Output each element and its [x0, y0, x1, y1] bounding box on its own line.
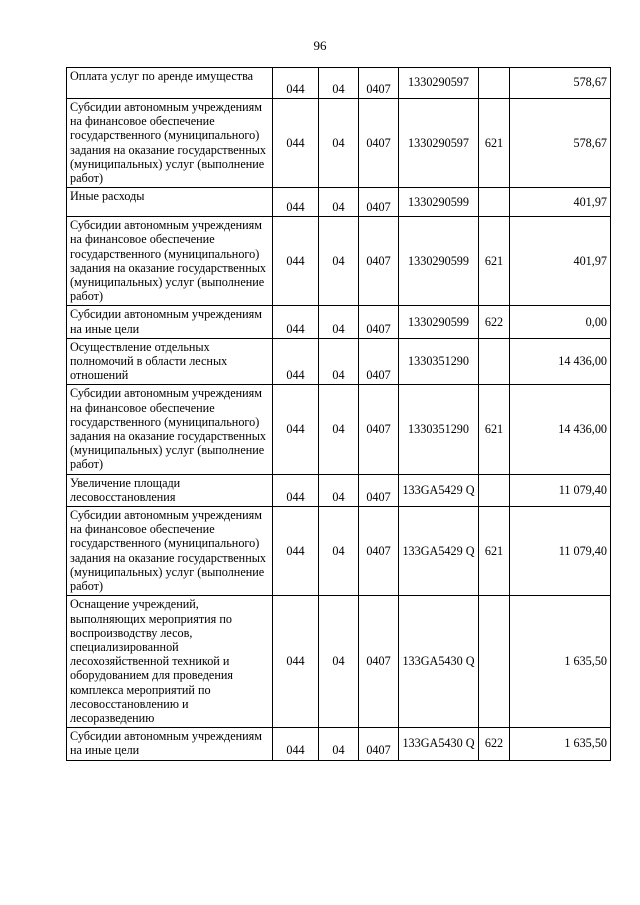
budget-table [66, 67, 611, 761]
item-name: Субсидии автономным учреждениям на иные цели [67, 306, 273, 338]
section-code: 04 [319, 596, 359, 728]
item-name: Субсидии автономным учреждениям на финансовое обеспечение государственного (муниципального) задания на оказание государственных (муниципальных) услуг (выполнение работ) [67, 385, 273, 474]
subsection-code: 0407 [359, 385, 399, 474]
subsection-code: 0407 [359, 338, 399, 385]
page-number: 96 [313, 38, 327, 53]
item-name: Субсидии автономным учреждениям на финансовое обеспечение государственного (муниципального) задания на оказание государственных (муниципальных) услуг (выполнение работ) [67, 99, 273, 188]
expense-type-code [479, 68, 510, 99]
target-article-code: 1330290597 [399, 99, 479, 188]
item-name: Оснащение учреждений, выполняющих мероприятия по воспроизводству лесов, специализированной лесохозяйственной техникой и оборудованием для проведения комплекса мероприятий по лесовосстановлению и лесоразведению [67, 596, 273, 728]
expense-type-code: 622 [479, 728, 510, 760]
section-code: 04 [319, 217, 359, 306]
table-row [67, 68, 611, 99]
section-code: 04 [319, 99, 359, 188]
table-row [67, 188, 611, 217]
expense-type-code [479, 338, 510, 385]
table-row [67, 507, 611, 596]
expense-type-code [479, 596, 510, 728]
target-article-code: 133GA5429 Q [399, 507, 479, 596]
target-article-code: 1330290599 [399, 217, 479, 306]
subsection-code: 0407 [359, 306, 399, 338]
subsection-code: 0407 [359, 507, 399, 596]
item-name: Иные расходы [67, 188, 273, 217]
table-row [67, 385, 611, 474]
section-code: 04 [319, 68, 359, 99]
ministry-code: 044 [273, 217, 319, 306]
target-article-code: 1330351290 [399, 338, 479, 385]
table-row [67, 728, 611, 760]
table-row [67, 474, 611, 506]
item-name: Оплата услуг по аренде имущества [67, 68, 273, 99]
target-article-code: 1330290599 [399, 306, 479, 338]
section-code: 04 [319, 306, 359, 338]
amount: 401,97 [510, 217, 611, 306]
amount: 1 635,50 [510, 596, 611, 728]
expense-type-code: 621 [479, 385, 510, 474]
expense-type-code: 621 [479, 217, 510, 306]
amount: 14 436,00 [510, 385, 611, 474]
target-article-code: 133GA5430 Q [399, 596, 479, 728]
subsection-code: 0407 [359, 68, 399, 99]
subsection-code: 0407 [359, 474, 399, 506]
amount: 11 079,40 [510, 474, 611, 506]
amount: 14 436,00 [510, 338, 611, 385]
subsection-code: 0407 [359, 728, 399, 760]
item-name: Субсидии автономным учреждениям на финансовое обеспечение государственного (муниципального) задания на оказание государственных (муниципальных) услуг (выполнение работ) [67, 217, 273, 306]
section-code: 04 [319, 385, 359, 474]
ministry-code: 044 [273, 99, 319, 188]
amount: 578,67 [510, 99, 611, 188]
item-name: Субсидии автономным учреждениям на иные цели [67, 728, 273, 760]
section-code: 04 [319, 474, 359, 506]
table-row [67, 596, 611, 728]
item-name: Субсидии автономным учреждениям на финансовое обеспечение государственного (муниципального) задания на оказание государственных (муниципальных) услуг (выполнение работ) [67, 507, 273, 596]
amount: 11 079,40 [510, 507, 611, 596]
expense-type-code [479, 188, 510, 217]
expense-type-code: 622 [479, 306, 510, 338]
target-article-code: 1330290599 [399, 188, 479, 217]
target-article-code: 1330351290 [399, 385, 479, 474]
amount: 401,97 [510, 188, 611, 217]
subsection-code: 0407 [359, 217, 399, 306]
expense-type-code: 621 [479, 507, 510, 596]
table-row [67, 306, 611, 338]
subsection-code: 0407 [359, 596, 399, 728]
amount: 0,00 [510, 306, 611, 338]
section-code: 04 [319, 338, 359, 385]
subsection-code: 0407 [359, 99, 399, 188]
section-code: 04 [319, 507, 359, 596]
expense-type-code [479, 474, 510, 506]
section-code: 04 [319, 188, 359, 217]
ministry-code: 044 [273, 385, 319, 474]
target-article-code: 133GA5429 Q [399, 474, 479, 506]
ministry-code: 044 [273, 507, 319, 596]
subsection-code: 0407 [359, 188, 399, 217]
ministry-code: 044 [273, 474, 319, 506]
item-name: Осуществление отдельных полномочий в области лесных отношений [67, 338, 273, 385]
ministry-code: 044 [273, 338, 319, 385]
table-row [67, 99, 611, 188]
item-name: Увеличение площади лесовосстановления [67, 474, 273, 506]
table-row [67, 338, 611, 385]
ministry-code: 044 [273, 596, 319, 728]
section-code: 04 [319, 728, 359, 760]
amount: 578,67 [510, 68, 611, 99]
ministry-code: 044 [273, 306, 319, 338]
target-article-code: 1330290597 [399, 68, 479, 99]
ministry-code: 044 [273, 728, 319, 760]
ministry-code: 044 [273, 68, 319, 99]
target-article-code: 133GA5430 Q [399, 728, 479, 760]
amount: 1 635,50 [510, 728, 611, 760]
table-row [67, 217, 611, 306]
expense-type-code: 621 [479, 99, 510, 188]
ministry-code: 044 [273, 188, 319, 217]
